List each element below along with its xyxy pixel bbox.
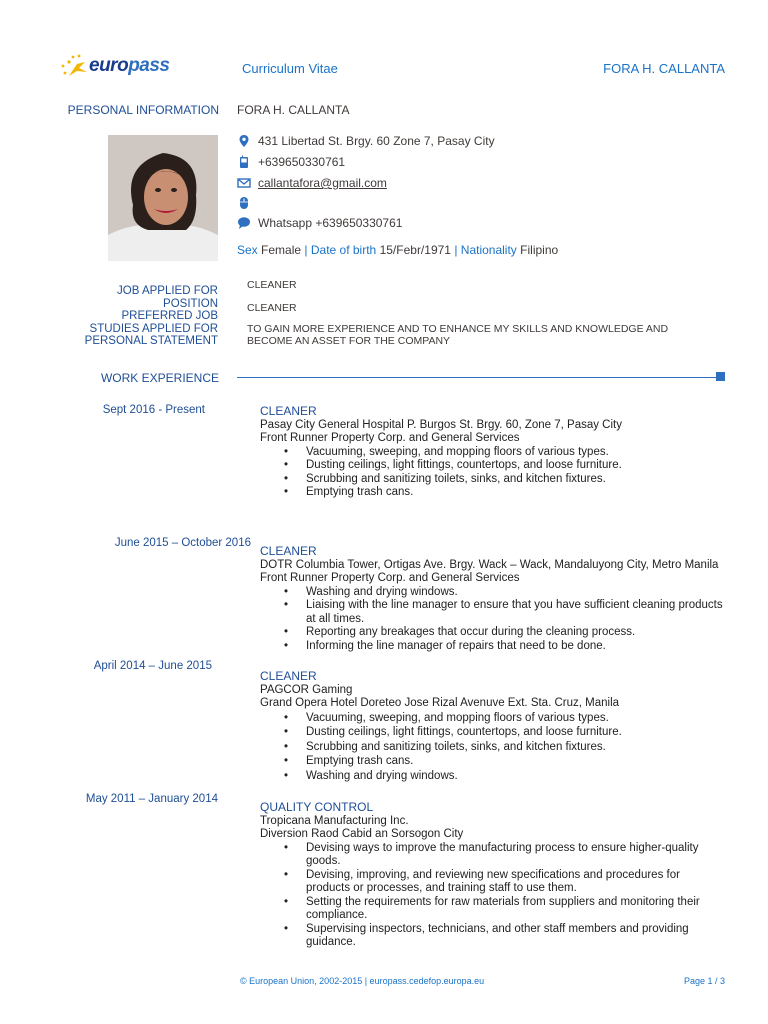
preferred-job-label: PREFERRED JOB bbox=[121, 310, 218, 322]
separator: | bbox=[454, 243, 458, 257]
job-date: May 2011 – January 2014 bbox=[85, 793, 218, 805]
separator: | bbox=[304, 243, 308, 257]
nationality-label: Nationality bbox=[460, 243, 517, 257]
work-experience-heading: WORK EXPERIENCE bbox=[100, 371, 219, 385]
messenger-row bbox=[237, 216, 402, 230]
job-duties bbox=[260, 842, 700, 950]
job-duties bbox=[260, 446, 730, 500]
job-title: QUALITY CONTROL bbox=[260, 800, 374, 814]
job-employer-line: Diversion Raod Cabid an Sorsogon City bbox=[260, 828, 464, 840]
duty-item: • Reporting any breakages that occur during the cleaning process. bbox=[306, 626, 730, 640]
page-number: Page 1 / 3 bbox=[683, 976, 725, 986]
job-employer-line: Grand Opera Hotel Doreteo Jose Rizal Avenuve Ext. Sta. Cruz, Manila bbox=[260, 697, 620, 709]
job-applied-labels bbox=[60, 285, 218, 348]
job-employer-line: Front Runner Property Corp. and General Services bbox=[260, 432, 520, 444]
job-entry bbox=[260, 545, 730, 653]
phone-text: +639650330761 bbox=[258, 155, 346, 169]
job-employer-line: Pasay City General Hospital P. Burgos St. Brgy. 60, Zone 7, Pasay City bbox=[260, 418, 622, 431]
document-title: Curriculum Vitae bbox=[242, 61, 338, 76]
duty-item: • Supervising inspectors, technicians, and other staff members and providing guidance. bbox=[306, 923, 700, 950]
phone-row bbox=[237, 155, 345, 169]
duty-item: • Dusting ceilings, light fittings, countertops, and loose furniture. bbox=[306, 459, 730, 473]
personal-name: FORA H. CALLANTA bbox=[237, 103, 350, 117]
section-rule bbox=[237, 377, 717, 378]
mobile-phone-icon bbox=[237, 155, 251, 169]
logo-text-euro: euro bbox=[89, 55, 129, 76]
duty-item: • Vacuuming, sweeping, and mopping floors of various types. bbox=[306, 711, 730, 726]
job-entry bbox=[260, 405, 730, 500]
personal-statement-line-1: TO GAIN MORE EXPERIENCE AND TO ENHANCE MY SKILLS AND KNOWLEDGE AND bbox=[247, 323, 669, 335]
job-title: CLEANER bbox=[260, 544, 317, 558]
chat-bubble-icon bbox=[237, 216, 251, 230]
duty-item: • Liaising with the line manager to ensure that you have sufficient cleaning products at all times. bbox=[306, 599, 730, 626]
footer-copyright: © European Union, 2002-2015 | europass.cedefop.europa.eu bbox=[240, 976, 485, 986]
job-title: CLEANER bbox=[260, 404, 317, 418]
duty-item: • Emptying trash cans. bbox=[306, 754, 730, 769]
duty-item: • Scrubbing and sanitizing toilets, sinks, and kitchen fixtures. bbox=[306, 740, 730, 755]
duty-item: • Scrubbing and sanitizing toilets, sinks, and kitchen fixtures. bbox=[306, 473, 730, 487]
nationality-value: Filipino bbox=[520, 243, 559, 257]
duty-item: • Informing the line manager of repairs that need to be done. bbox=[306, 640, 730, 654]
job-duties bbox=[260, 586, 730, 654]
job-applied-label: JOB APPLIED FOR bbox=[117, 285, 218, 297]
address-text: 431 Libertad St. Brgy. 60 Zone 7, Pasay City bbox=[258, 134, 495, 148]
sex-label: Sex bbox=[237, 243, 258, 257]
job-applied-value: CLEANER bbox=[247, 279, 297, 291]
dob-value: 15/Febr/1971 bbox=[379, 243, 451, 257]
personal-details-line bbox=[237, 243, 558, 257]
profile-photo bbox=[108, 135, 218, 261]
duty-item: • Devising ways to improve the manufacturing process to ensure higher-quality goods. bbox=[306, 842, 700, 869]
job-date: June 2015 – October 2016 bbox=[114, 537, 251, 549]
job-title: CLEANER bbox=[260, 669, 317, 683]
duty-item: • Washing and drying windows. bbox=[306, 586, 730, 600]
job-date: April 2014 – June 2015 bbox=[93, 660, 212, 672]
europass-logo bbox=[55, 52, 170, 82]
email-envelope-icon bbox=[237, 176, 251, 190]
section-rule-marker bbox=[716, 372, 725, 381]
duty-item: • Emptying trash cans. bbox=[306, 486, 730, 500]
duty-item: • Washing and drying windows. bbox=[306, 769, 730, 784]
job-date: Sept 2016 - Present bbox=[102, 404, 205, 416]
location-pin-icon bbox=[237, 134, 251, 148]
messenger-text: Whatsapp +639650330761 bbox=[258, 216, 403, 230]
address-row bbox=[237, 134, 495, 148]
personal-statement-label: PERSONAL STATEMENT bbox=[84, 335, 218, 347]
studies-applied-label: STUDIES APPLIED FOR bbox=[89, 322, 218, 335]
job-employer-line: DOTR Columbia Tower, Ortigas Ave. Brgy. Wack – Wack, Mandaluyong City, Metro Manila bbox=[260, 558, 719, 571]
header-name: FORA H. CALLANTA bbox=[603, 61, 725, 76]
duty-item: • Setting the requirements for raw materials from suppliers and monitoring their compliance. bbox=[306, 896, 700, 923]
personal-statement-line-2: BECOME AN ASSET FOR THE COMPANY bbox=[247, 335, 451, 347]
job-duties bbox=[260, 711, 730, 784]
duty-item: • Dusting ceilings, light fittings, countertops, and loose furniture. bbox=[306, 725, 730, 740]
preferred-job-value: CLEANER bbox=[247, 302, 297, 314]
email-row bbox=[237, 176, 387, 190]
job-employer-line: PAGCOR Gaming bbox=[260, 683, 353, 696]
personal-info-label: PERSONAL INFORMATION bbox=[67, 103, 219, 117]
email-link[interactable]: callantafora@gmail.com bbox=[258, 176, 387, 190]
job-employer-line: Tropicana Manufacturing Inc. bbox=[260, 814, 409, 827]
dob-label: Date of birth bbox=[310, 243, 377, 257]
website-row bbox=[237, 196, 258, 210]
job-entry bbox=[260, 801, 700, 950]
duty-item: • Vacuuming, sweeping, and mopping floors of various types. bbox=[306, 446, 730, 460]
job-entry bbox=[260, 670, 730, 783]
web-mouse-icon bbox=[237, 196, 251, 210]
logo-text-pass: pass bbox=[128, 55, 170, 76]
job-employer-line: Front Runner Property Corp. and General Services bbox=[260, 572, 520, 584]
position-label: POSITION bbox=[163, 297, 218, 310]
duty-item: • Devising, improving, and reviewing new specifications and procedures for products or processes, and training staff to use them. bbox=[306, 869, 700, 896]
sex-value: Female bbox=[261, 243, 302, 257]
